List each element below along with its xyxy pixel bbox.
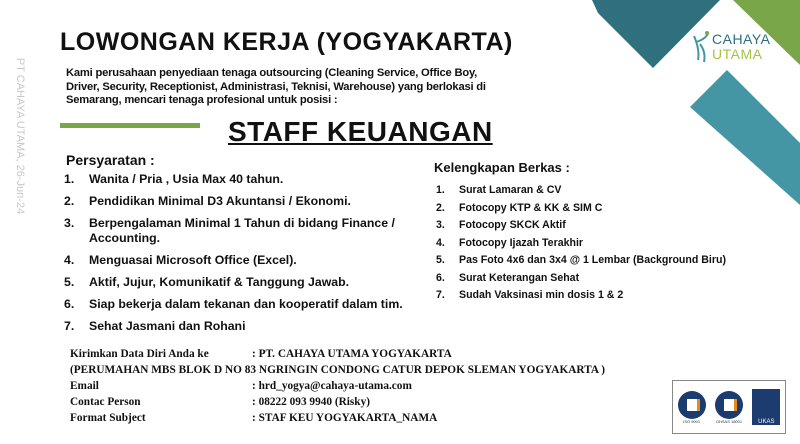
item-number: 7. xyxy=(436,289,445,301)
item-text: Surat Keterangan Sehat xyxy=(459,271,580,284)
documents-list xyxy=(436,184,726,307)
send-value: : PT. CAHAYA UTAMA YOGYAKARTA xyxy=(252,348,452,360)
list-item xyxy=(436,237,726,255)
subject-value: : STAF KEU YOGYAKARTA_NAMA xyxy=(252,412,438,424)
item-text: Sudah Vaksinasi min dosis 1 & 2 xyxy=(459,289,624,301)
globalgroup-icon xyxy=(715,391,743,419)
item-text: Fotocopy KTP & KK & SIM C xyxy=(459,201,603,214)
list-item xyxy=(64,253,424,268)
requirements-list xyxy=(64,172,424,341)
list-item xyxy=(436,272,726,290)
item-text: Wanita / Pria , Usia Max 40 tahun. xyxy=(89,172,284,186)
list-item xyxy=(64,172,424,187)
item-text: Pendidikan Minimal D3 Akuntansi / Ekonomi. xyxy=(89,194,351,208)
list-item xyxy=(436,289,726,307)
list-item xyxy=(436,184,726,202)
email-label: Email xyxy=(70,380,99,392)
item-number: 5. xyxy=(436,254,445,266)
logo-figure-icon xyxy=(690,30,712,64)
certification-logos xyxy=(672,380,786,434)
send-label: Kirimkan Data Diri Anda ke xyxy=(70,348,209,360)
intro-text: Kami perusahaan penyediaan tenaga outsourcing (Cleaning Service, Office Boy, Driver, Security, Receptionist, Administrasi, Teknisi, Warehouse) yang berlokasi di Semarang, mencari tenaga profesional untuk posisi : xyxy=(66,67,486,106)
cert-label: OHSAS 18001 xyxy=(715,418,743,424)
logo-text-utama: UTAMA xyxy=(712,46,763,62)
item-text: Aktif, Jujur, Komunikatif & Tanggung Jawab. xyxy=(89,275,350,289)
item-text: Pas Foto 4x6 dan 3x4 @ 1 Lembar (Background Biru) xyxy=(459,254,727,266)
subject-label: Format Subject xyxy=(70,412,146,424)
item-number: 1. xyxy=(436,184,445,196)
item-text: Surat Lamaran & CV xyxy=(459,184,562,196)
item-number: 6. xyxy=(436,271,445,284)
watermark: PT CAHAYA UTAMA, 26-Jun-24 xyxy=(14,57,26,215)
list-item xyxy=(436,202,726,220)
list-item xyxy=(64,319,424,334)
contact-person-value: : 08222 093 9940 (Risky) xyxy=(252,396,370,408)
item-text: Fotocopy SKCK Aktif xyxy=(459,219,566,231)
item-number: 4. xyxy=(436,236,445,249)
item-text: Berpengalaman Minimal 1 Tahun di bidang Finance / Accounting. xyxy=(89,216,395,245)
position-title: STAFF KEUANGAN xyxy=(228,116,493,147)
documents-title: Kelengkapan Berkas : xyxy=(434,160,570,175)
divider-bar xyxy=(60,123,200,128)
page-title: LOWONGAN KERJA (YOGYAKARTA) xyxy=(60,28,513,56)
item-number: 3. xyxy=(64,216,75,230)
email-value: : hrd_yogya@cahaya-utama.com xyxy=(252,380,412,392)
ohsas-18001-badge xyxy=(715,391,743,424)
contact-section xyxy=(70,346,605,426)
list-item xyxy=(64,216,424,246)
item-number: 2. xyxy=(436,201,445,214)
ukas-badge xyxy=(752,389,780,425)
globalgroup-icon xyxy=(678,391,706,419)
item-text: Menguasai Microsoft Office (Excel). xyxy=(89,253,297,267)
list-item xyxy=(436,254,726,272)
contact-person-label: Contac Person xyxy=(70,396,141,408)
item-text: Fotocopy Ijazah Terakhir xyxy=(459,236,584,249)
cert-label: ISO 9001 xyxy=(683,418,701,424)
ukas-crown-check-icon xyxy=(752,389,780,425)
item-number: 4. xyxy=(64,253,75,267)
item-text: Sehat Jasmani dan Rohani xyxy=(89,319,246,333)
item-number: 5. xyxy=(64,275,75,289)
item-number: 3. xyxy=(436,219,445,231)
list-item xyxy=(64,275,424,290)
item-number: 2. xyxy=(64,194,75,208)
item-number: 7. xyxy=(64,319,75,333)
company-logo xyxy=(690,30,771,64)
requirements-title: Persyaratan : xyxy=(66,152,155,168)
item-number: 6. xyxy=(64,297,75,311)
cert-label: UKAS xyxy=(758,419,775,425)
item-number: 1. xyxy=(64,172,75,186)
item-text: Siap bekerja dalam tekanan dan kooperatif dalam tim. xyxy=(89,297,403,311)
list-item xyxy=(64,194,424,209)
iso-9001-badge xyxy=(678,391,706,424)
address: (PERUMAHAN MBS BLOK D NO 83 NGRINGIN CONDONG CATUR DEPOK SLEMAN YOGYAKARTA ) xyxy=(70,364,605,376)
list-item xyxy=(436,219,726,237)
list-item xyxy=(64,297,424,312)
logo-text-cahaya: CAHAYA xyxy=(712,31,771,47)
